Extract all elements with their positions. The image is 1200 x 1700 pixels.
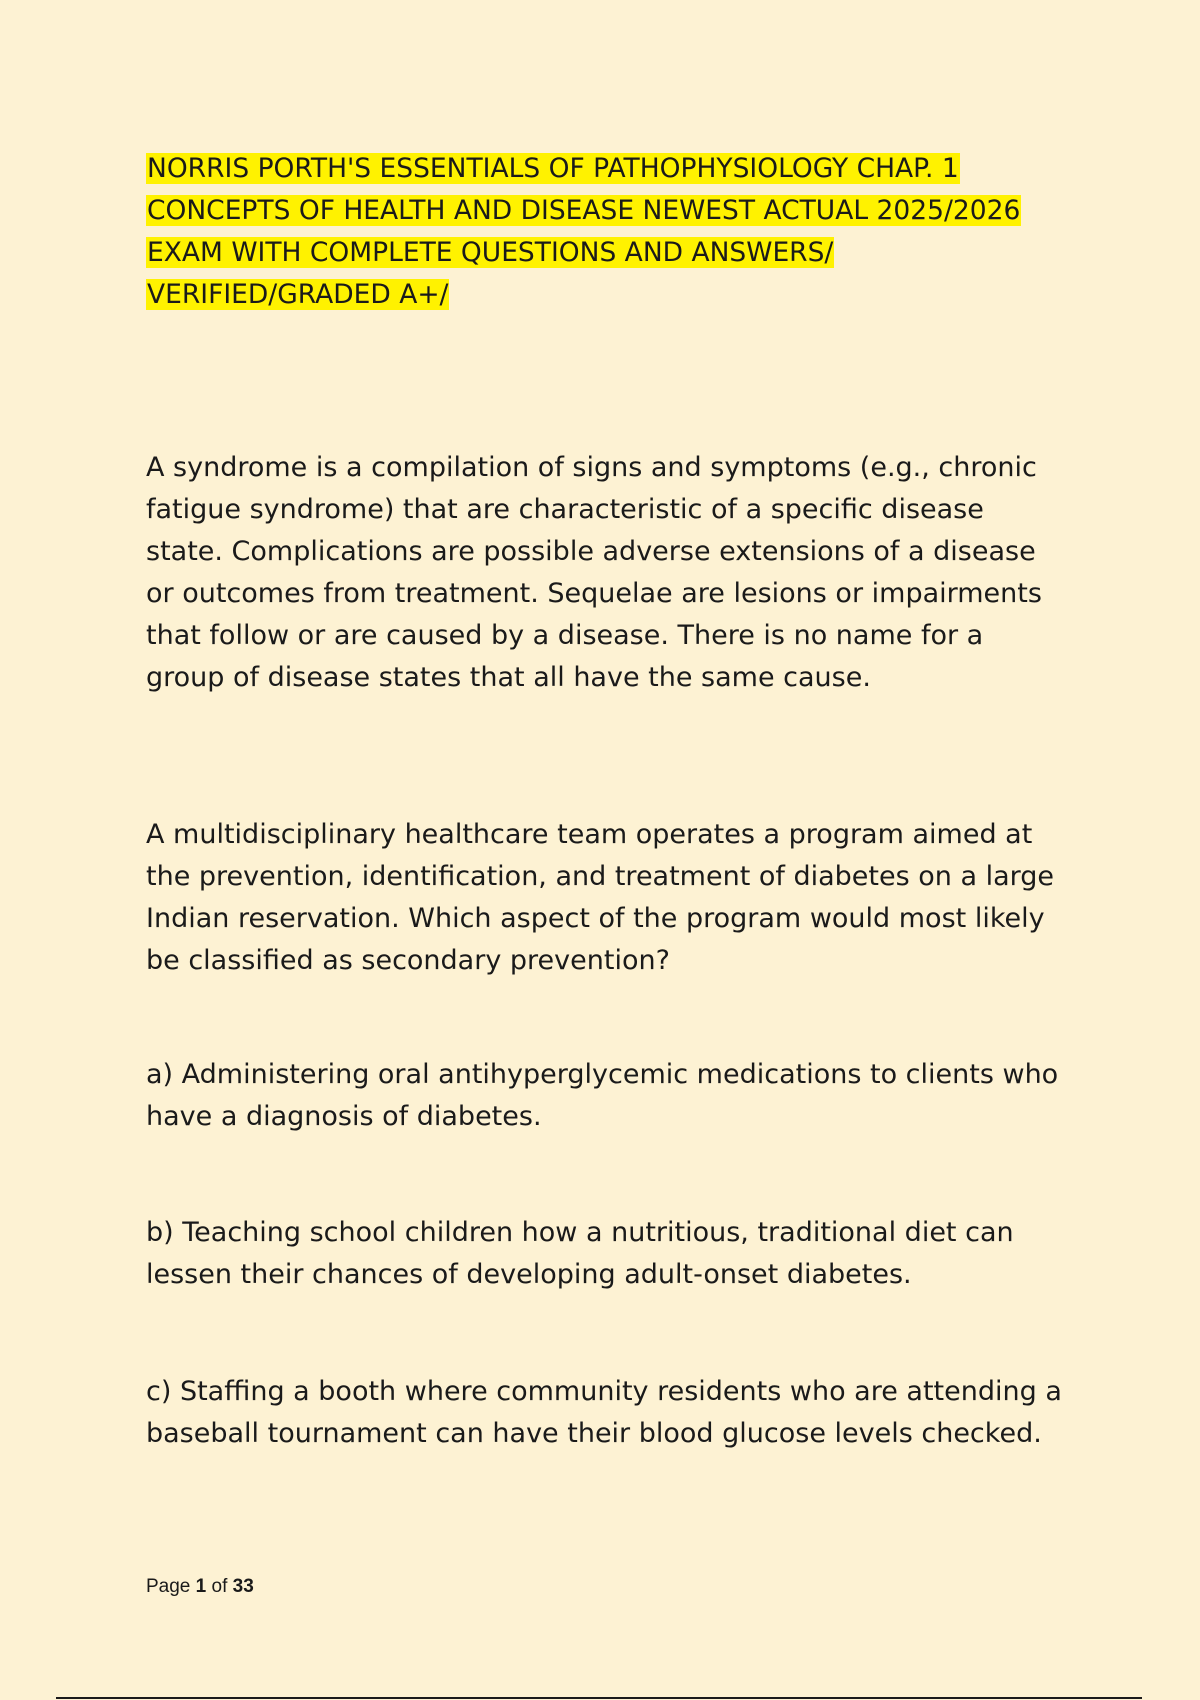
syndrome-paragraph: A syndrome is a compilation of signs and symptoms (e.g., chronic fatigue syndrome) that are characteristic of a specific disease state. Complications are possible adverse extensions of a disease or outcomes from treatment. Sequelae are lesions or impairments that follow or are caused by a disease. There is no name for a group of disease states that all have the same cause.	[146, 452, 1042, 693]
page-word: Page	[146, 1576, 191, 1597]
of-word: of	[211, 1576, 228, 1597]
document-title	[146, 148, 1076, 316]
page-current: 1	[195, 1576, 207, 1597]
footer-divider	[56, 1697, 1142, 1699]
title-highlight: NORRIS PORTH'S ESSENTIALS OF PATHOPHYSIOLOGY CHAP. 1 CONCEPTS OF HEALTH AND DISEASE NEWEST ACTUAL 2025/2026 EXAM WITH COMPLETE QUESTIONS AND ANSWERS/ VERIFIED/GRADED A+/	[147, 153, 1021, 310]
page-total: 33	[232, 1576, 254, 1597]
answer-option-c: c) Staffing a booth where community residents who are attending a baseball tournament can have their blood glucose levels checked.	[146, 1376, 1062, 1449]
question-text: A multidisciplinary healthcare team operates a program aimed at the prevention, identification, and treatment of diabetes on a large Indian reservation. Which aspect of the program would most likely be classified as secondary prevention?	[146, 819, 1055, 976]
answer-option-a: a) Administering oral antihyperglycemic medications to clients who have a diagnosis of diabetes.	[146, 1059, 1059, 1132]
answer-option-b: b) Teaching school children how a nutritious, traditional diet can lessen their chances of developing adult-onset diabetes.	[146, 1217, 1014, 1290]
page-number	[146, 1576, 254, 1598]
